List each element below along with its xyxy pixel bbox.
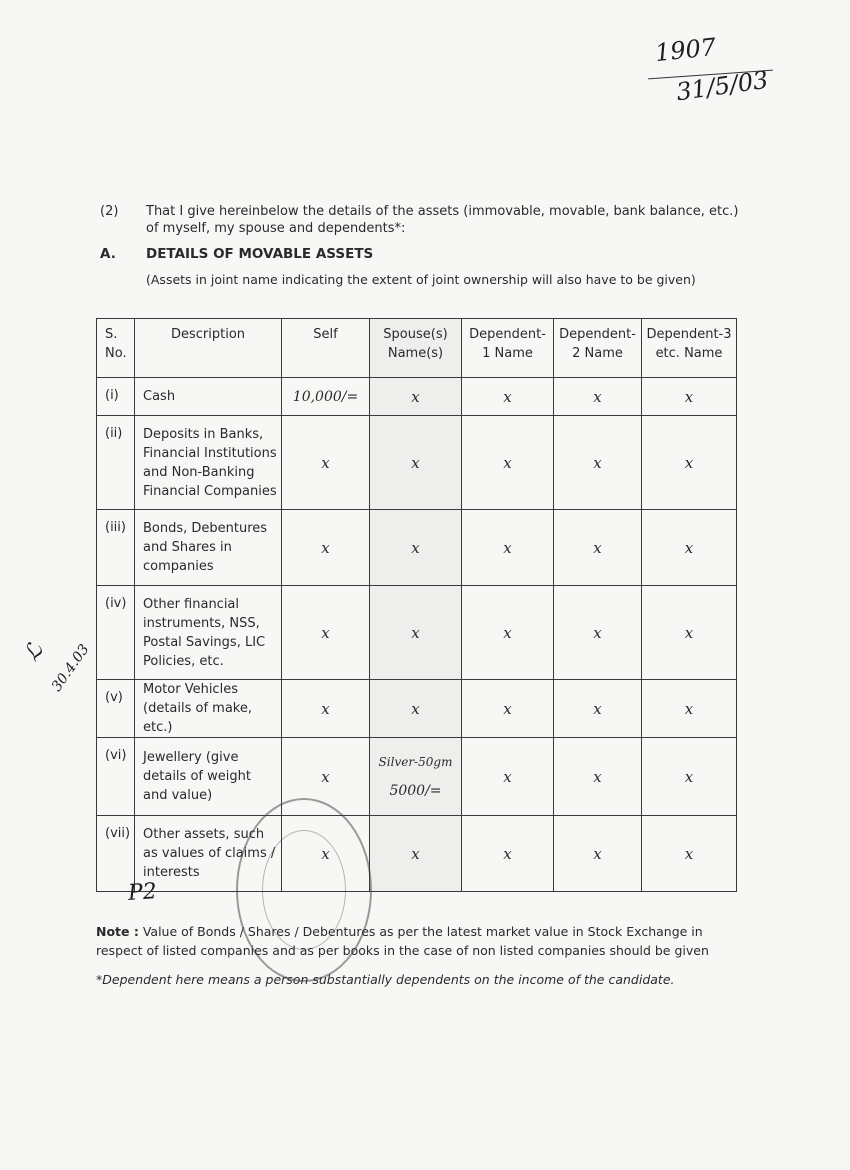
movable-assets-table (96, 318, 737, 892)
intro-paragraph (100, 203, 750, 237)
row-self-mark: x (282, 416, 370, 510)
spouse-jewellery-value: 5000/= (389, 782, 442, 799)
row-self-mark: x (282, 816, 370, 892)
row-dep2-mark: x (554, 738, 642, 816)
reference-number: 1907 (653, 32, 718, 68)
row-sno: (vii) (97, 816, 135, 892)
signature-scrawl: P2 (127, 879, 158, 906)
row-spouse-mark: x (370, 510, 462, 586)
header-dependent-1: Dependent-1 Name (462, 319, 554, 378)
header-spouse: Spouse(s) Name(s) (370, 319, 462, 378)
table-row (97, 680, 737, 738)
section-letter: A. (100, 246, 116, 262)
row-sno: (i) (97, 378, 135, 416)
row-self-mark: x (282, 510, 370, 586)
row-description: Motor Vehicles (details of make, etc.) (135, 680, 282, 738)
row-spouse-mark: x (370, 816, 462, 892)
row-description: Other assets, such as values of claims / interests (135, 816, 282, 892)
reference-date: 31/5/03 (674, 65, 771, 107)
row-dep2-mark: x (554, 378, 642, 416)
row-sno: (ii) (97, 416, 135, 510)
margin-initials-icon: ℒ (19, 639, 49, 666)
section-heading (100, 246, 373, 262)
row-description: Deposits in Banks, Financial Institutions and Non-Banking Financial Companies (135, 416, 282, 510)
intro-number: (2) (100, 204, 119, 219)
header-description: Description (135, 319, 282, 378)
table-row (97, 816, 737, 892)
row-sno: (iii) (97, 510, 135, 586)
header-sno: S. No. (97, 319, 135, 378)
footnote: *Dependent here means a person substantially dependents on the income of the candidate. (96, 972, 675, 987)
note-paragraph (96, 922, 736, 960)
row-dep2-mark: x (554, 586, 642, 680)
row-dep3-mark: x (642, 738, 737, 816)
header-self: Self (282, 319, 370, 378)
row-self-mark: x (282, 680, 370, 738)
row-dep3-mark: x (642, 586, 737, 680)
table-row (97, 416, 737, 510)
row-dep2-mark: x (554, 416, 642, 510)
row-dep3-mark: x (642, 416, 737, 510)
row-dep1-mark: x (462, 738, 554, 816)
row-description: Other financial instruments, NSS, Postal Savings, LIC Policies, etc. (135, 586, 282, 680)
row-dep3-mark: x (642, 816, 737, 892)
row-dep1-mark: x (462, 416, 554, 510)
note-label: Note : (96, 924, 139, 939)
row-dep1-mark: x (462, 680, 554, 738)
row-dep3-mark: x (642, 378, 737, 416)
section-title: DETAILS OF MOVABLE ASSETS (146, 246, 374, 262)
row-self-mark: x (282, 586, 370, 680)
row-dep2-mark: x (554, 816, 642, 892)
row-dep2-mark: x (554, 680, 642, 738)
row-sno: (v) (97, 680, 135, 738)
table-row (97, 378, 737, 416)
spouse-jewellery-weight: Silver-50gm (378, 754, 453, 769)
row-self-value: 10,000/= (282, 378, 370, 416)
table-row (97, 738, 737, 816)
row-spouse-mark: x (370, 680, 462, 738)
row-spouse-mark: x (370, 586, 462, 680)
row-spouse-jewellery (370, 738, 462, 816)
row-dep3-mark: x (642, 680, 737, 738)
header-dependent-3: Dependent-3 etc. Name (642, 319, 737, 378)
row-self-mark: x (282, 738, 370, 816)
row-description: Jewellery (give details of weight and value) (135, 738, 282, 816)
row-spouse-mark: x (370, 378, 462, 416)
row-description: Cash (135, 378, 282, 416)
header-dependent-2: Dependent-2 Name (554, 319, 642, 378)
row-spouse-mark: x (370, 416, 462, 510)
table-header-row (97, 319, 737, 378)
row-dep1-mark: x (462, 586, 554, 680)
intro-text: That I give hereinbelow the details of the assets (immovable, movable, bank balance, etc.) of myself, my spouse and dependents*: (146, 204, 739, 236)
margin-date: 30.4.03 (48, 641, 93, 695)
table-row (97, 510, 737, 586)
note-text: Value of Bonds / Shares / Debentures as per the latest market value in Stock Exchange in respect of listed companies and as per books in the case of non listed companies should be given (96, 924, 709, 958)
row-sno: (iv) (97, 586, 135, 680)
row-dep1-mark: x (462, 510, 554, 586)
table-row (97, 586, 737, 680)
row-dep1-mark: x (462, 378, 554, 416)
row-dep1-mark: x (462, 816, 554, 892)
row-dep3-mark: x (642, 510, 737, 586)
section-subtitle: (Assets in joint name indicating the extent of joint ownership will also have to be given) (146, 272, 696, 287)
row-description: Bonds, Debentures and Shares in companies (135, 510, 282, 586)
row-dep2-mark: x (554, 510, 642, 586)
row-sno: (vi) (97, 738, 135, 816)
